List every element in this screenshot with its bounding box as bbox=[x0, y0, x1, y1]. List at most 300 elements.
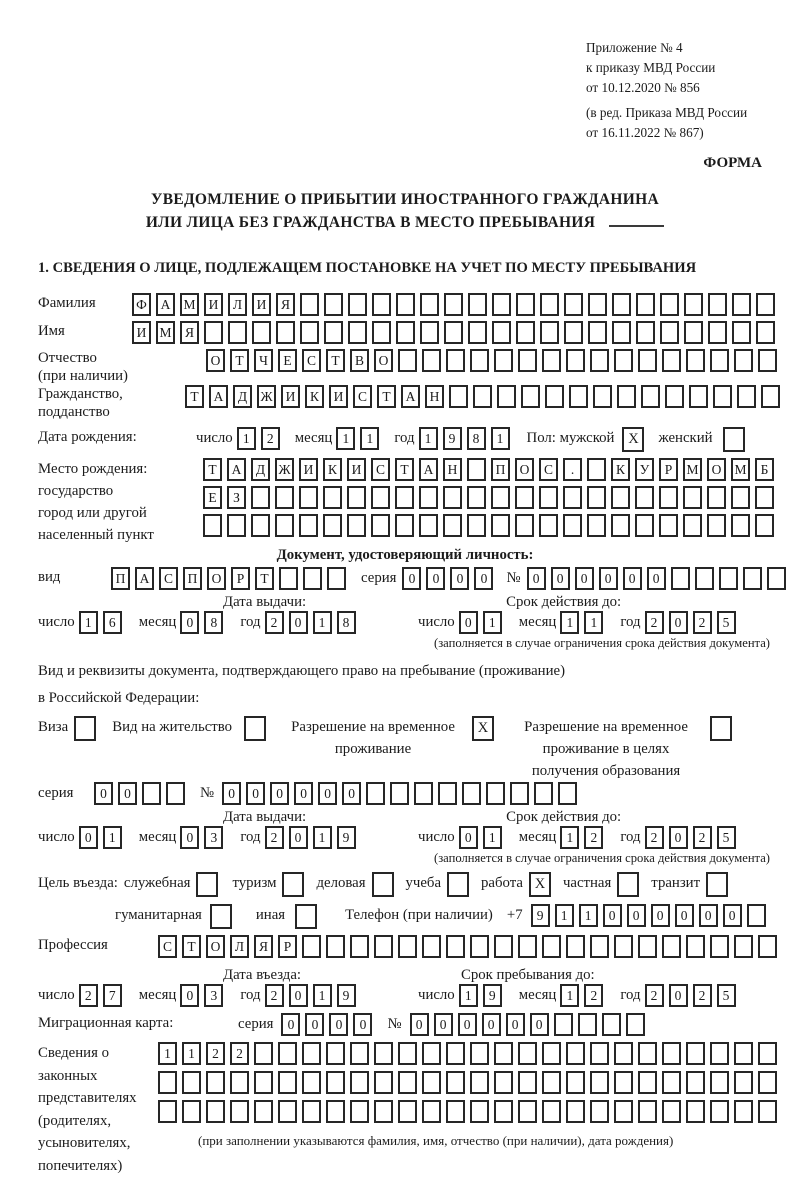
char-cell[interactable] bbox=[491, 514, 510, 537]
char-cell[interactable]: Н bbox=[425, 385, 444, 408]
char-cell[interactable]: 2 bbox=[693, 984, 712, 1007]
visa-checkbox[interactable] bbox=[74, 716, 96, 741]
char-cell[interactable] bbox=[492, 321, 511, 344]
char-cell[interactable] bbox=[324, 321, 343, 344]
char-cell[interactable]: Р bbox=[659, 458, 678, 481]
char-cell[interactable]: В bbox=[350, 349, 369, 372]
char-cell[interactable] bbox=[602, 1013, 621, 1036]
temp-residence-edu-checkbox[interactable] bbox=[710, 716, 732, 741]
char-cell[interactable]: У bbox=[635, 458, 654, 481]
char-cell[interactable]: Ж bbox=[257, 385, 276, 408]
char-cell[interactable] bbox=[614, 1042, 633, 1065]
char-cell[interactable]: 2 bbox=[645, 984, 664, 1007]
char-cell[interactable]: 5 bbox=[717, 826, 736, 849]
char-cell[interactable] bbox=[578, 1013, 597, 1036]
char-cell[interactable] bbox=[372, 293, 391, 316]
char-cell[interactable]: 0 bbox=[305, 1013, 324, 1036]
char-cell[interactable]: 1 bbox=[419, 427, 438, 450]
legal-rep-row2-cells[interactable] bbox=[158, 1071, 782, 1094]
char-cell[interactable]: 1 bbox=[79, 611, 98, 634]
char-cell[interactable] bbox=[470, 349, 489, 372]
char-cell[interactable] bbox=[743, 567, 762, 590]
purpose-tourism-checkbox[interactable] bbox=[282, 872, 304, 897]
char-cell[interactable] bbox=[710, 1042, 729, 1065]
char-cell[interactable] bbox=[587, 458, 606, 481]
char-cell[interactable] bbox=[662, 349, 681, 372]
char-cell[interactable] bbox=[719, 567, 738, 590]
char-cell[interactable]: 1 bbox=[560, 984, 579, 1007]
birth-place-row1-cells[interactable] bbox=[203, 458, 779, 481]
char-cell[interactable]: Т bbox=[326, 349, 345, 372]
char-cell[interactable] bbox=[372, 321, 391, 344]
char-cell[interactable] bbox=[419, 486, 438, 509]
stay-year-cells[interactable] bbox=[645, 984, 741, 1007]
char-cell[interactable]: 0 bbox=[627, 904, 646, 927]
char-cell[interactable] bbox=[254, 1042, 273, 1065]
char-cell[interactable] bbox=[494, 349, 513, 372]
char-cell[interactable]: Т bbox=[395, 458, 414, 481]
char-cell[interactable]: 0 bbox=[527, 567, 546, 590]
char-cell[interactable] bbox=[590, 1071, 609, 1094]
char-cell[interactable] bbox=[228, 321, 247, 344]
char-cell[interactable]: О bbox=[374, 349, 393, 372]
char-cell[interactable] bbox=[518, 1071, 537, 1094]
char-cell[interactable]: 0 bbox=[222, 782, 241, 805]
stay-day-cells[interactable] bbox=[459, 984, 507, 1007]
citizenship-input-cells[interactable] bbox=[185, 385, 785, 408]
purpose-official-checkbox[interactable] bbox=[196, 872, 218, 897]
char-cell[interactable] bbox=[540, 321, 559, 344]
char-cell[interactable] bbox=[707, 486, 726, 509]
char-cell[interactable] bbox=[302, 1071, 321, 1094]
char-cell[interactable] bbox=[710, 349, 729, 372]
char-cell[interactable] bbox=[230, 1071, 249, 1094]
residence-issue-month-cells[interactable] bbox=[180, 826, 228, 849]
char-cell[interactable] bbox=[518, 935, 537, 958]
residence-permit-checkbox[interactable] bbox=[244, 716, 266, 741]
residence-valid-day-cells[interactable] bbox=[459, 826, 507, 849]
char-cell[interactable] bbox=[554, 1013, 573, 1036]
char-cell[interactable]: Ч bbox=[254, 349, 273, 372]
phone-cells[interactable] bbox=[531, 904, 771, 927]
entry-day-cells[interactable] bbox=[79, 984, 127, 1007]
char-cell[interactable]: Д bbox=[233, 385, 252, 408]
char-cell[interactable]: А bbox=[135, 567, 154, 590]
char-cell[interactable]: И bbox=[329, 385, 348, 408]
residence-valid-year-cells[interactable] bbox=[645, 826, 741, 849]
char-cell[interactable] bbox=[347, 514, 366, 537]
char-cell[interactable] bbox=[166, 782, 185, 805]
char-cell[interactable]: 3 bbox=[204, 984, 223, 1007]
char-cell[interactable] bbox=[708, 293, 727, 316]
char-cell[interactable]: 0 bbox=[180, 826, 199, 849]
residence-series-cells[interactable] bbox=[94, 782, 190, 805]
char-cell[interactable] bbox=[756, 321, 775, 344]
char-cell[interactable] bbox=[299, 486, 318, 509]
char-cell[interactable] bbox=[758, 1042, 777, 1065]
residence-number-cells[interactable] bbox=[222, 782, 582, 805]
char-cell[interactable] bbox=[665, 385, 684, 408]
char-cell[interactable] bbox=[612, 321, 631, 344]
char-cell[interactable] bbox=[510, 782, 529, 805]
char-cell[interactable] bbox=[564, 321, 583, 344]
char-cell[interactable] bbox=[300, 321, 319, 344]
char-cell[interactable]: Е bbox=[278, 349, 297, 372]
char-cell[interactable] bbox=[204, 321, 223, 344]
char-cell[interactable]: . bbox=[563, 458, 582, 481]
char-cell[interactable] bbox=[422, 1071, 441, 1094]
char-cell[interactable]: 1 bbox=[336, 427, 355, 450]
char-cell[interactable] bbox=[758, 1100, 777, 1123]
char-cell[interactable] bbox=[635, 514, 654, 537]
char-cell[interactable]: А bbox=[401, 385, 420, 408]
char-cell[interactable]: Л bbox=[228, 293, 247, 316]
char-cell[interactable]: Т bbox=[203, 458, 222, 481]
char-cell[interactable]: Т bbox=[377, 385, 396, 408]
char-cell[interactable]: 5 bbox=[717, 611, 736, 634]
char-cell[interactable]: С bbox=[159, 567, 178, 590]
char-cell[interactable] bbox=[227, 514, 246, 537]
char-cell[interactable] bbox=[734, 349, 753, 372]
char-cell[interactable] bbox=[611, 486, 630, 509]
purpose-humanitarian-checkbox[interactable] bbox=[210, 904, 232, 929]
residence-valid-month-cells[interactable] bbox=[560, 826, 608, 849]
char-cell[interactable]: 0 bbox=[506, 1013, 525, 1036]
char-cell[interactable] bbox=[515, 514, 534, 537]
char-cell[interactable]: 0 bbox=[94, 782, 113, 805]
char-cell[interactable]: 0 bbox=[623, 567, 642, 590]
char-cell[interactable] bbox=[638, 349, 657, 372]
char-cell[interactable] bbox=[348, 321, 367, 344]
char-cell[interactable] bbox=[710, 1100, 729, 1123]
char-cell[interactable] bbox=[542, 1042, 561, 1065]
char-cell[interactable] bbox=[395, 514, 414, 537]
char-cell[interactable] bbox=[662, 1071, 681, 1094]
residence-issue-year-cells[interactable] bbox=[265, 826, 361, 849]
char-cell[interactable] bbox=[734, 1100, 753, 1123]
char-cell[interactable]: П bbox=[491, 458, 510, 481]
stay-month-cells[interactable] bbox=[560, 984, 608, 1007]
char-cell[interactable] bbox=[588, 321, 607, 344]
char-cell[interactable] bbox=[350, 935, 369, 958]
char-cell[interactable]: А bbox=[227, 458, 246, 481]
char-cell[interactable] bbox=[518, 1100, 537, 1123]
legal-rep-row1-cells[interactable] bbox=[158, 1042, 782, 1065]
char-cell[interactable]: 0 bbox=[669, 984, 688, 1007]
issue-day-cells[interactable] bbox=[79, 611, 127, 634]
char-cell[interactable]: 0 bbox=[281, 1013, 300, 1036]
char-cell[interactable]: 0 bbox=[669, 826, 688, 849]
char-cell[interactable] bbox=[662, 1100, 681, 1123]
char-cell[interactable]: 1 bbox=[360, 427, 379, 450]
char-cell[interactable] bbox=[689, 385, 708, 408]
valid-day-cells[interactable] bbox=[459, 611, 507, 634]
purpose-other-checkbox[interactable] bbox=[295, 904, 317, 929]
char-cell[interactable]: 0 bbox=[318, 782, 337, 805]
char-cell[interactable] bbox=[203, 514, 222, 537]
char-cell[interactable]: О bbox=[515, 458, 534, 481]
char-cell[interactable]: 2 bbox=[79, 984, 98, 1007]
valid-year-cells[interactable] bbox=[645, 611, 741, 634]
char-cell[interactable]: О bbox=[707, 458, 726, 481]
char-cell[interactable] bbox=[395, 486, 414, 509]
char-cell[interactable] bbox=[587, 514, 606, 537]
char-cell[interactable] bbox=[635, 486, 654, 509]
char-cell[interactable] bbox=[590, 935, 609, 958]
char-cell[interactable] bbox=[695, 567, 714, 590]
char-cell[interactable]: И bbox=[132, 321, 151, 344]
char-cell[interactable] bbox=[420, 293, 439, 316]
char-cell[interactable] bbox=[438, 782, 457, 805]
char-cell[interactable]: 8 bbox=[337, 611, 356, 634]
char-cell[interactable]: Т bbox=[255, 567, 274, 590]
char-cell[interactable] bbox=[302, 1100, 321, 1123]
char-cell[interactable]: 2 bbox=[645, 826, 664, 849]
char-cell[interactable] bbox=[660, 321, 679, 344]
char-cell[interactable] bbox=[347, 486, 366, 509]
char-cell[interactable] bbox=[659, 486, 678, 509]
entry-year-cells[interactable] bbox=[265, 984, 361, 1007]
char-cell[interactable] bbox=[516, 321, 535, 344]
char-cell[interactable] bbox=[593, 385, 612, 408]
char-cell[interactable] bbox=[446, 935, 465, 958]
char-cell[interactable] bbox=[756, 293, 775, 316]
char-cell[interactable] bbox=[374, 1100, 393, 1123]
char-cell[interactable] bbox=[275, 486, 294, 509]
char-cell[interactable] bbox=[398, 1071, 417, 1094]
char-cell[interactable]: 1 bbox=[555, 904, 574, 927]
char-cell[interactable] bbox=[470, 935, 489, 958]
birth-month-cells[interactable] bbox=[336, 427, 384, 450]
char-cell[interactable]: 0 bbox=[289, 826, 308, 849]
char-cell[interactable]: М bbox=[731, 458, 750, 481]
char-cell[interactable]: 0 bbox=[329, 1013, 348, 1036]
char-cell[interactable]: Т bbox=[185, 385, 204, 408]
char-cell[interactable] bbox=[462, 782, 481, 805]
legal-rep-row3-cells[interactable] bbox=[158, 1100, 782, 1123]
char-cell[interactable] bbox=[446, 1100, 465, 1123]
char-cell[interactable]: 0 bbox=[426, 567, 445, 590]
char-cell[interactable] bbox=[708, 321, 727, 344]
char-cell[interactable]: Д bbox=[251, 458, 270, 481]
birth-place-row2-cells[interactable] bbox=[203, 486, 779, 509]
char-cell[interactable] bbox=[686, 935, 705, 958]
char-cell[interactable]: С bbox=[353, 385, 372, 408]
char-cell[interactable] bbox=[734, 1071, 753, 1094]
char-cell[interactable] bbox=[326, 1100, 345, 1123]
char-cell[interactable] bbox=[590, 1042, 609, 1065]
char-cell[interactable] bbox=[422, 935, 441, 958]
char-cell[interactable]: 0 bbox=[289, 984, 308, 1007]
char-cell[interactable] bbox=[398, 1042, 417, 1065]
char-cell[interactable]: 0 bbox=[675, 904, 694, 927]
char-cell[interactable] bbox=[206, 1071, 225, 1094]
sex-female-checkbox[interactable] bbox=[723, 427, 745, 452]
char-cell[interactable] bbox=[279, 567, 298, 590]
purpose-business-checkbox[interactable] bbox=[372, 872, 394, 897]
char-cell[interactable]: 1 bbox=[313, 611, 332, 634]
char-cell[interactable] bbox=[684, 321, 703, 344]
char-cell[interactable] bbox=[684, 293, 703, 316]
char-cell[interactable] bbox=[542, 1100, 561, 1123]
char-cell[interactable]: О bbox=[207, 567, 226, 590]
char-cell[interactable] bbox=[371, 514, 390, 537]
char-cell[interactable] bbox=[350, 1071, 369, 1094]
char-cell[interactable] bbox=[491, 486, 510, 509]
char-cell[interactable] bbox=[470, 1071, 489, 1094]
char-cell[interactable]: И bbox=[281, 385, 300, 408]
char-cell[interactable] bbox=[659, 514, 678, 537]
char-cell[interactable] bbox=[374, 1042, 393, 1065]
char-cell[interactable] bbox=[467, 486, 486, 509]
char-cell[interactable] bbox=[710, 1071, 729, 1094]
char-cell[interactable]: Л bbox=[230, 935, 249, 958]
char-cell[interactable] bbox=[422, 349, 441, 372]
char-cell[interactable] bbox=[731, 486, 750, 509]
residence-issue-day-cells[interactable] bbox=[79, 826, 127, 849]
char-cell[interactable] bbox=[278, 1071, 297, 1094]
char-cell[interactable]: 0 bbox=[180, 984, 199, 1007]
char-cell[interactable]: Ф bbox=[132, 293, 151, 316]
char-cell[interactable] bbox=[299, 514, 318, 537]
char-cell[interactable]: 9 bbox=[483, 984, 502, 1007]
char-cell[interactable] bbox=[182, 1100, 201, 1123]
char-cell[interactable] bbox=[276, 321, 295, 344]
char-cell[interactable] bbox=[758, 1071, 777, 1094]
char-cell[interactable]: 0 bbox=[575, 567, 594, 590]
char-cell[interactable] bbox=[612, 293, 631, 316]
char-cell[interactable] bbox=[683, 514, 702, 537]
char-cell[interactable]: 8 bbox=[204, 611, 223, 634]
char-cell[interactable]: 0 bbox=[669, 611, 688, 634]
doc-kind-cells[interactable] bbox=[111, 567, 351, 590]
char-cell[interactable] bbox=[396, 293, 415, 316]
char-cell[interactable]: 0 bbox=[353, 1013, 372, 1036]
char-cell[interactable] bbox=[710, 935, 729, 958]
char-cell[interactable] bbox=[636, 321, 655, 344]
char-cell[interactable] bbox=[374, 1071, 393, 1094]
char-cell[interactable]: 2 bbox=[265, 826, 284, 849]
char-cell[interactable] bbox=[278, 1100, 297, 1123]
char-cell[interactable]: Р bbox=[278, 935, 297, 958]
birth-year-cells[interactable] bbox=[419, 427, 515, 450]
char-cell[interactable] bbox=[558, 782, 577, 805]
char-cell[interactable] bbox=[734, 1042, 753, 1065]
char-cell[interactable] bbox=[638, 1042, 657, 1065]
char-cell[interactable] bbox=[420, 321, 439, 344]
char-cell[interactable] bbox=[569, 385, 588, 408]
char-cell[interactable]: С bbox=[539, 458, 558, 481]
char-cell[interactable]: А bbox=[209, 385, 228, 408]
char-cell[interactable] bbox=[686, 349, 705, 372]
char-cell[interactable]: А bbox=[419, 458, 438, 481]
char-cell[interactable]: М bbox=[683, 458, 702, 481]
char-cell[interactable]: 9 bbox=[337, 984, 356, 1007]
char-cell[interactable]: 2 bbox=[584, 826, 603, 849]
char-cell[interactable] bbox=[303, 567, 322, 590]
char-cell[interactable]: К bbox=[323, 458, 342, 481]
char-cell[interactable] bbox=[390, 782, 409, 805]
char-cell[interactable] bbox=[449, 385, 468, 408]
char-cell[interactable] bbox=[398, 935, 417, 958]
char-cell[interactable]: З bbox=[227, 486, 246, 509]
char-cell[interactable] bbox=[732, 321, 751, 344]
issue-month-cells[interactable] bbox=[180, 611, 228, 634]
char-cell[interactable]: 0 bbox=[434, 1013, 453, 1036]
char-cell[interactable]: 0 bbox=[459, 826, 478, 849]
surname-input-cells[interactable] bbox=[132, 293, 780, 316]
char-cell[interactable] bbox=[142, 782, 161, 805]
char-cell[interactable] bbox=[350, 1100, 369, 1123]
doc-series-cells[interactable] bbox=[402, 567, 498, 590]
char-cell[interactable] bbox=[761, 385, 780, 408]
profession-cells[interactable] bbox=[158, 935, 782, 958]
char-cell[interactable] bbox=[494, 1100, 513, 1123]
char-cell[interactable]: Я bbox=[276, 293, 295, 316]
char-cell[interactable] bbox=[473, 385, 492, 408]
char-cell[interactable] bbox=[534, 782, 553, 805]
char-cell[interactable] bbox=[614, 349, 633, 372]
char-cell[interactable]: 0 bbox=[450, 567, 469, 590]
char-cell[interactable] bbox=[419, 514, 438, 537]
char-cell[interactable] bbox=[414, 782, 433, 805]
char-cell[interactable]: И bbox=[299, 458, 318, 481]
char-cell[interactable] bbox=[521, 385, 540, 408]
char-cell[interactable]: А bbox=[156, 293, 175, 316]
char-cell[interactable] bbox=[539, 486, 558, 509]
char-cell[interactable] bbox=[539, 514, 558, 537]
char-cell[interactable] bbox=[758, 935, 777, 958]
valid-month-cells[interactable] bbox=[560, 611, 608, 634]
char-cell[interactable] bbox=[396, 321, 415, 344]
char-cell[interactable] bbox=[563, 514, 582, 537]
char-cell[interactable]: 0 bbox=[530, 1013, 549, 1036]
char-cell[interactable]: С bbox=[158, 935, 177, 958]
char-cell[interactable] bbox=[566, 1071, 585, 1094]
char-cell[interactable] bbox=[366, 782, 385, 805]
char-cell[interactable] bbox=[251, 514, 270, 537]
char-cell[interactable] bbox=[443, 514, 462, 537]
char-cell[interactable] bbox=[731, 514, 750, 537]
char-cell[interactable]: И bbox=[347, 458, 366, 481]
temp-residence-checkbox[interactable]: X bbox=[472, 716, 494, 741]
char-cell[interactable] bbox=[492, 293, 511, 316]
char-cell[interactable]: 9 bbox=[531, 904, 550, 927]
char-cell[interactable] bbox=[737, 385, 756, 408]
char-cell[interactable] bbox=[671, 567, 690, 590]
char-cell[interactable]: 1 bbox=[313, 826, 332, 849]
char-cell[interactable]: О bbox=[206, 935, 225, 958]
char-cell[interactable]: 1 bbox=[313, 984, 332, 1007]
char-cell[interactable]: 9 bbox=[337, 826, 356, 849]
char-cell[interactable] bbox=[254, 1071, 273, 1094]
char-cell[interactable] bbox=[467, 458, 486, 481]
char-cell[interactable] bbox=[662, 1042, 681, 1065]
char-cell[interactable] bbox=[755, 514, 774, 537]
char-cell[interactable] bbox=[626, 1013, 645, 1036]
char-cell[interactable] bbox=[444, 293, 463, 316]
char-cell[interactable] bbox=[206, 1100, 225, 1123]
char-cell[interactable] bbox=[467, 514, 486, 537]
char-cell[interactable]: Ж bbox=[275, 458, 294, 481]
char-cell[interactable]: 8 bbox=[467, 427, 486, 450]
char-cell[interactable] bbox=[348, 293, 367, 316]
char-cell[interactable]: М bbox=[180, 293, 199, 316]
entry-month-cells[interactable] bbox=[180, 984, 228, 1007]
char-cell[interactable] bbox=[158, 1100, 177, 1123]
char-cell[interactable] bbox=[302, 1042, 321, 1065]
char-cell[interactable] bbox=[518, 349, 537, 372]
